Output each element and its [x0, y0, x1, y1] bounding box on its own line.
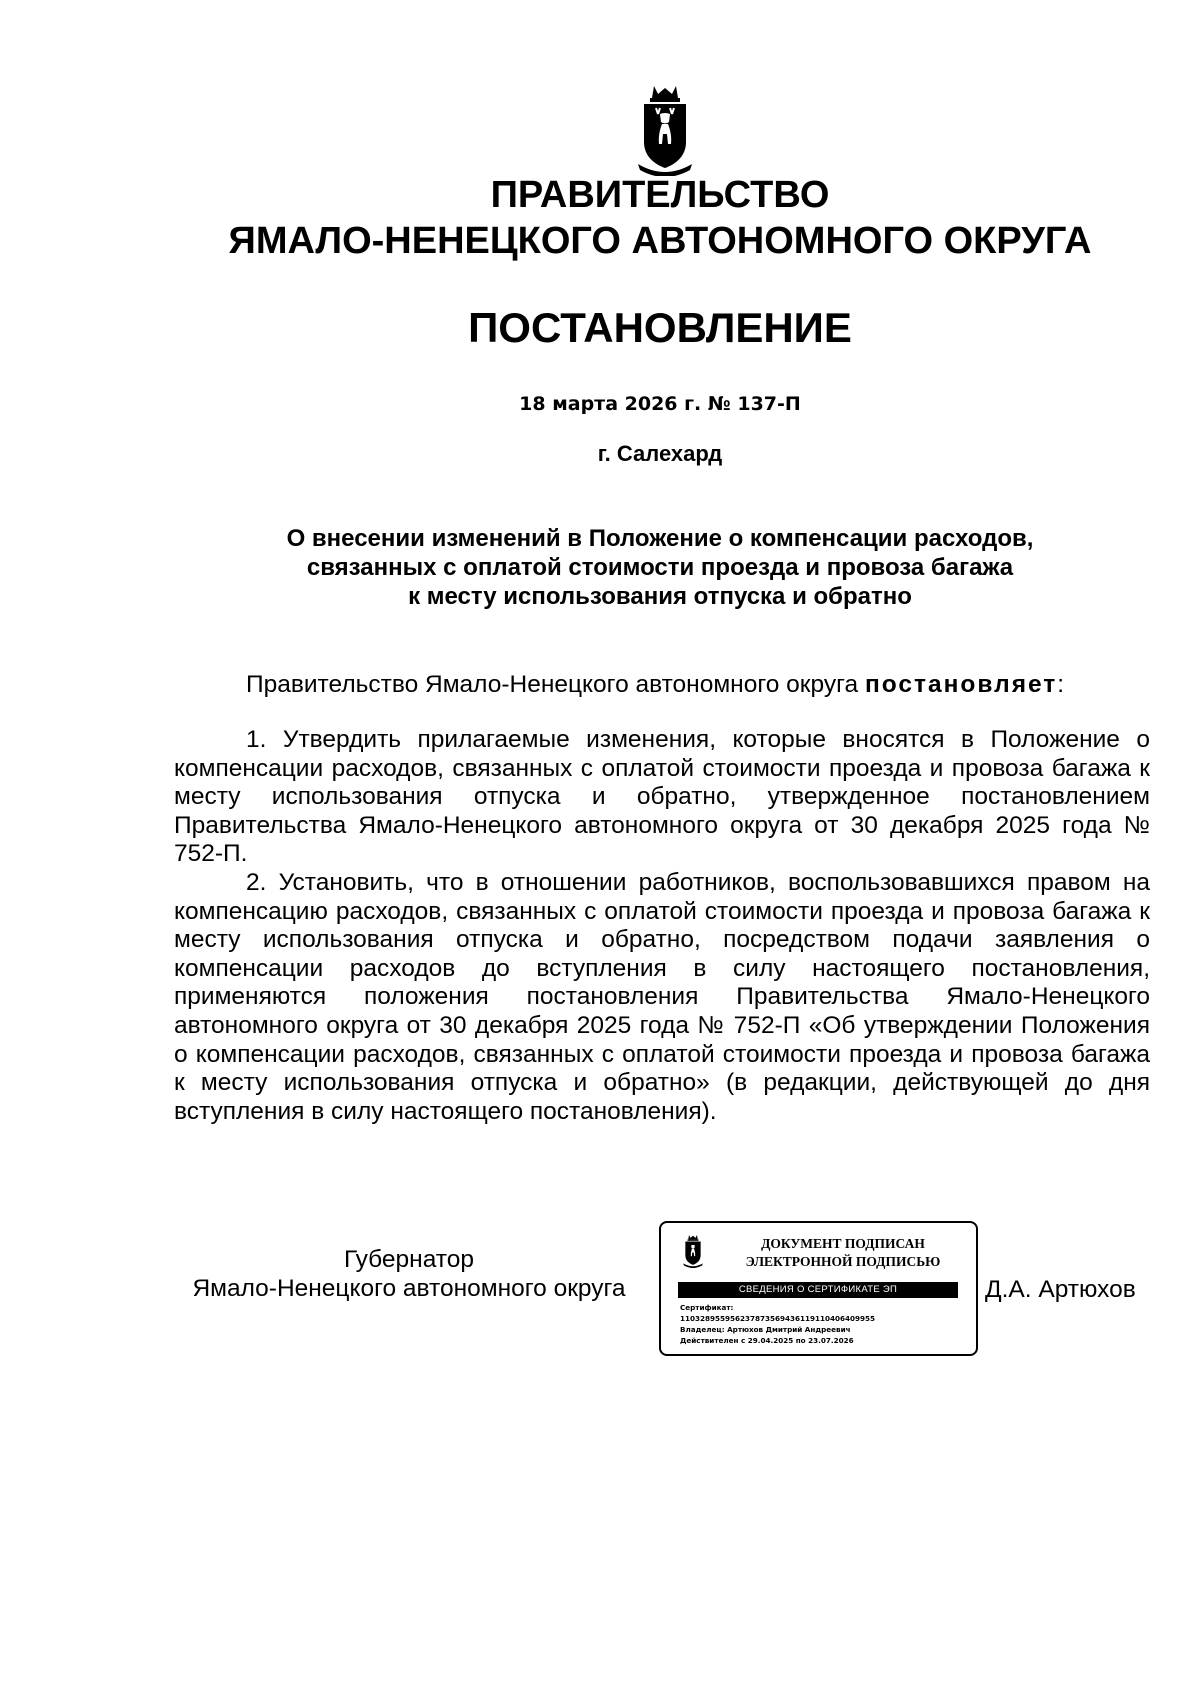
- certificate-validity: Действителен с 29.04.2025 по 23.07.2026: [680, 1336, 854, 1345]
- government-title-line-1: ПРАВИТЕЛЬСТВО: [490, 174, 830, 216]
- signer-name: Д.А. Артюхов: [985, 1276, 1136, 1303]
- subject-line: О внесении изменений в Положение о компенсации расходов,: [286, 525, 1034, 552]
- document-date-number: 18 марта 2026 г. № 137-П: [519, 393, 801, 415]
- e-signature-stamp: [659, 1221, 978, 1356]
- preamble-suffix: :: [1057, 671, 1065, 698]
- certificate-label: Сертификат:: [680, 1303, 734, 1312]
- subject-line: связанных с оплатой стоимости проезда и провоза багажа: [306, 554, 1014, 581]
- paragraph-2: 2. Установить, что в отношении работников, воспользовавшихся правом на компенсацию расходов, связанных с оплатой стоимости проезда и провоза багажа к месту использования отпуска и обратно, посредством подачи заявления о компенсации расходов до вступления в силу настоящего постановления, применяются положения постановления Правительства Ямало-Ненецкого автономного округа от 30 декабря 2025 года № 752-П «Об утверждении Положения о компенсации расходов, связанных с оплатой стоимости проезда и провоза багажа к месту использования отпуска и обратно» (в редакции, действующей до дня вступления в силу настоящего постановления).: [174, 868, 1150, 1125]
- document-type: ПОСТАНОВЛЕНИЕ: [468, 304, 852, 351]
- body-paragraphs: [174, 726, 1150, 1126]
- government-title-line-2: ЯМАЛО-НЕНЕЦКОГО АВТОНОМНОГО ОКРУГА: [228, 220, 1092, 262]
- preamble-emphasis: постановляет: [864, 671, 1058, 698]
- stamp-certificate-bar: СВЕДЕНИЯ О СЕРТИФИКАТЕ ЭП: [678, 1282, 958, 1298]
- preamble-text: Правительство Ямало-Ненецкого автономного округа: [246, 671, 865, 698]
- stamp-header-line-2: ЭЛЕКТРОННОЙ ПОДПИСЬЮ: [745, 1254, 941, 1269]
- document-subject: [160, 524, 1160, 611]
- signer-role-line-1: Губернатор: [344, 1246, 474, 1273]
- document-city: г. Салехард: [597, 441, 723, 466]
- stamp-certificate-info: [680, 1302, 970, 1346]
- signer-role-line-2: Ямало-Ненецкого автономного округа: [192, 1275, 626, 1302]
- certificate-value: 110328955956237873569436119110406409955: [680, 1314, 876, 1323]
- subject-line: к месту использования отпуска и обратно: [408, 583, 912, 610]
- certificate-owner: Владелец: Артюхов Дмитрий Андреевич: [680, 1325, 851, 1334]
- coat-of-arms-icon: [632, 84, 698, 176]
- stamp-header-line-1: ДОКУМЕНТ ПОДПИСАН: [761, 1236, 925, 1251]
- stamp-header: [723, 1235, 963, 1271]
- paragraph-1: 1. Утвердить прилагаемые изменения, которые вносятся в Положение о компенсации расходов, связанных с оплатой стоимости проезда и провоза багажа к месту использования отпуска и обратно, утвержденное постановлением Правительства Ямало-Ненецкого автономного округа от 30 декабря 2025 года № 752-П.: [174, 726, 1150, 868]
- signer-role: [174, 1245, 644, 1303]
- preamble: [174, 670, 1150, 699]
- coat-of-arms-icon: [681, 1234, 705, 1268]
